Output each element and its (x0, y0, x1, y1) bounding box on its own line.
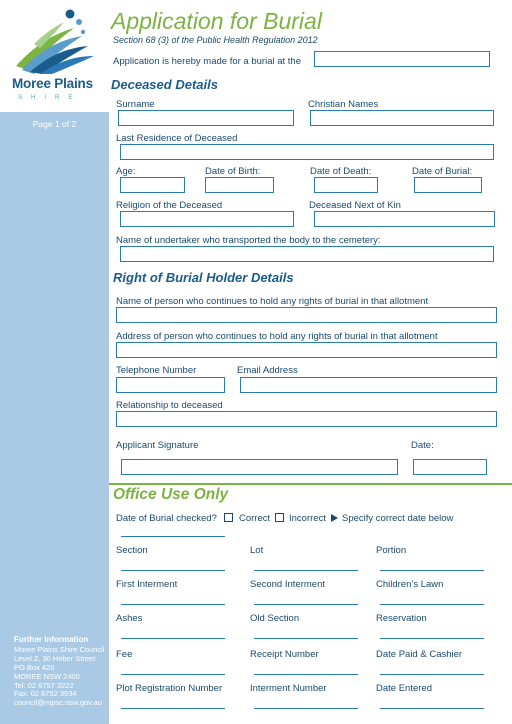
plot-registration-line[interactable] (121, 708, 225, 709)
office-label-reservation: Reservation (376, 613, 427, 624)
office-label-receipt-number: Receipt Number (250, 649, 319, 660)
date-paid-line[interactable] (380, 674, 484, 675)
second-interment-line[interactable] (254, 604, 358, 605)
logo-shire: SHIRE (18, 95, 82, 101)
office-label-fee: Fee (116, 649, 133, 660)
sidebar (0, 112, 109, 724)
office-label-old-section: Old Section (250, 613, 300, 624)
telephone-field[interactable] (116, 377, 225, 393)
page-subtitle: Section 68 (3) of the Public Health Regulation 2012 (113, 35, 318, 45)
last-residence-label: Last Residence of Deceased (116, 133, 238, 144)
further-info-title: Further Information (14, 635, 89, 644)
undertaker-label: Name of undertaker who transported the body to the cemetery: (116, 235, 381, 246)
childrens-lawn-line[interactable] (380, 604, 484, 605)
correct-label: Correct (239, 513, 271, 524)
holder-heading: Right of Burial Holder Details (113, 270, 294, 285)
relationship-field[interactable] (116, 411, 497, 427)
holder-address-field[interactable] (116, 342, 497, 358)
page-indicator: Page 1 of 2 (32, 119, 77, 129)
further-info-line: Tel: 02 6757 3222 (14, 680, 74, 690)
fee-line[interactable] (121, 674, 225, 675)
signature-date-label: Date: (411, 440, 434, 451)
dobur-label: Date of Burial: (412, 166, 473, 177)
office-label-second-interment: Second Interment (250, 579, 325, 590)
surname-field[interactable] (118, 110, 294, 126)
dod-label: Date of Death: (310, 166, 372, 177)
next-of-kin-field[interactable] (314, 211, 495, 227)
first-interment-line[interactable] (121, 604, 225, 605)
section-line[interactable] (121, 570, 225, 571)
office-label-lot: Lot (250, 545, 264, 556)
holder-address-label: Address of person who continues to hold any rights of burial in that allotment (116, 331, 438, 342)
ashes-line[interactable] (121, 638, 225, 639)
next-of-kin-label: Deceased Next of Kin (309, 200, 401, 211)
dod-field[interactable] (314, 177, 378, 193)
further-info-line: Fax: 02 6752 3934 (14, 689, 77, 699)
signature-field[interactable] (121, 459, 398, 475)
lot-line[interactable] (254, 570, 358, 571)
dob-label: Date of Birth: (205, 166, 261, 177)
office-divider (109, 483, 512, 485)
age-label: Age: (116, 166, 136, 177)
further-info-line: Moree Plains Shire Council (14, 644, 105, 654)
signature-date-field[interactable] (413, 459, 487, 475)
portion-line[interactable] (380, 570, 484, 571)
further-info-line: council@mpsc.nsw.gov.au (14, 698, 102, 708)
religion-field[interactable] (120, 211, 294, 227)
correct-date-line[interactable] (121, 536, 225, 537)
christian-names-label: Christian Names (308, 99, 379, 110)
old-section-line[interactable] (254, 638, 358, 639)
further-information (14, 636, 104, 708)
surname-label: Surname (116, 99, 155, 110)
telephone-label: Telephone Number (116, 365, 197, 376)
intro-label: Application is hereby made for a burial at the (113, 56, 301, 67)
correct-checkbox[interactable] (224, 513, 233, 522)
further-info-line: MOREE NSW 2400 (14, 671, 80, 681)
deceased-heading: Deceased Details (111, 77, 218, 92)
arrow-right-icon (331, 514, 338, 522)
logo (0, 0, 109, 112)
further-info-line: PO Box 420 (14, 662, 55, 672)
incorrect-checkbox[interactable] (275, 513, 284, 522)
cemetery-field[interactable] (314, 51, 490, 67)
date-entered-line[interactable] (380, 708, 484, 709)
last-residence-field[interactable] (120, 144, 494, 160)
office-label-first-interment: First Interment (116, 579, 178, 590)
dobur-field[interactable] (414, 177, 482, 193)
office-label-childrens-lawn: Children’s Lawn (376, 579, 444, 590)
holder-name-field[interactable] (116, 307, 497, 323)
logo-name: Moree Plains (12, 76, 93, 91)
office-label-section: Section (116, 545, 148, 556)
further-info-line: Level 2, 30 Heber Street (14, 653, 96, 663)
holder-name-label: Name of person who continues to hold any rights of burial in that allotment (116, 296, 429, 307)
office-label-ashes: Ashes (116, 613, 143, 624)
receipt-number-line[interactable] (254, 674, 358, 675)
office-label-interment-number: Interment Number (250, 683, 327, 694)
office-label-date-entered: Date Entered (376, 683, 432, 694)
office-label-plot-registration: Plot Registration Number (116, 683, 223, 694)
specify-label: Specify correct date below (342, 513, 454, 524)
dob-field[interactable] (205, 177, 274, 193)
council-logo-icon (14, 8, 98, 74)
page-title: Application for Burial (111, 8, 322, 34)
office-heading: Office Use Only (113, 486, 229, 503)
email-field[interactable] (240, 377, 497, 393)
age-field[interactable] (120, 177, 185, 193)
relationship-label: Relationship to deceased (116, 400, 223, 411)
email-label: Email Address (237, 365, 298, 376)
burial-checked-label: Date of Burial checked? (116, 513, 217, 524)
signature-label: Applicant Signature (116, 440, 199, 451)
undertaker-field[interactable] (120, 246, 494, 262)
religion-label: Religion of the Deceased (116, 200, 223, 211)
incorrect-label: Incorrect (289, 513, 326, 524)
christian-names-field[interactable] (310, 110, 494, 126)
interment-number-line[interactable] (254, 708, 358, 709)
reservation-line[interactable] (380, 638, 484, 639)
office-label-date-paid: Date Paid & Cashier (376, 649, 463, 660)
office-label-portion: Portion (376, 545, 407, 556)
